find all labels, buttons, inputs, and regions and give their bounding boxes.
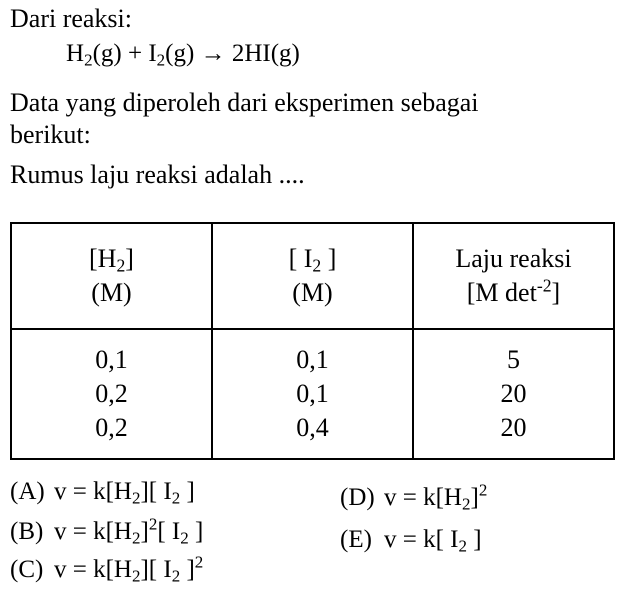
table-cell: 20	[500, 379, 527, 408]
header-rate: Laju reaksi [M $\det^{-2}$]	[413, 223, 614, 329]
paragraph-line-2: berikut:	[10, 120, 91, 149]
table-cell: 0,1	[296, 379, 329, 408]
column-i2-values	[212, 329, 413, 459]
data-table	[10, 222, 615, 460]
intro-text: Dari reaksi:	[10, 4, 133, 33]
table-header-row	[11, 223, 614, 329]
option-b[interactable]: (B) $v = k[H_2]^2$[ $I_2$ ]	[10, 514, 204, 548]
table-cell: 20	[500, 413, 527, 442]
option-d[interactable]: (D) $v = k[H_2]^2$	[340, 480, 488, 514]
table-body-row	[11, 329, 614, 459]
option-a[interactable]: (A) $v = k[H_2]$[ $I_2$ ]	[10, 478, 195, 508]
table-cell: 5	[507, 345, 520, 374]
option-e[interactable]: (E) v = k[ $I_2$ ]	[340, 526, 482, 556]
table-cell: 0,1	[95, 345, 128, 374]
column-h2-values	[11, 329, 212, 459]
table-cell: 0,4	[296, 413, 329, 442]
option-c[interactable]: (C) $v = k[H_2]$[ $I_2$ ]$^2$	[10, 552, 204, 586]
header-i2: [ $I_2$ ] (M)	[212, 223, 413, 329]
table-cell: 0,2	[95, 379, 128, 408]
header-h2: $[H_2]$ (M)	[11, 223, 212, 329]
table-cell: 0,1	[296, 345, 329, 374]
column-rate-values	[413, 329, 614, 459]
table-cell: 0,2	[95, 413, 128, 442]
paragraph-line-1: Data yang diperoleh dari eksperimen sebagai	[10, 88, 479, 117]
reaction-equation: $H_2(g) + I_2(g) \to 2HI(g)$	[66, 40, 300, 70]
question-text: Rumus laju reaksi adalah ....	[10, 160, 305, 189]
